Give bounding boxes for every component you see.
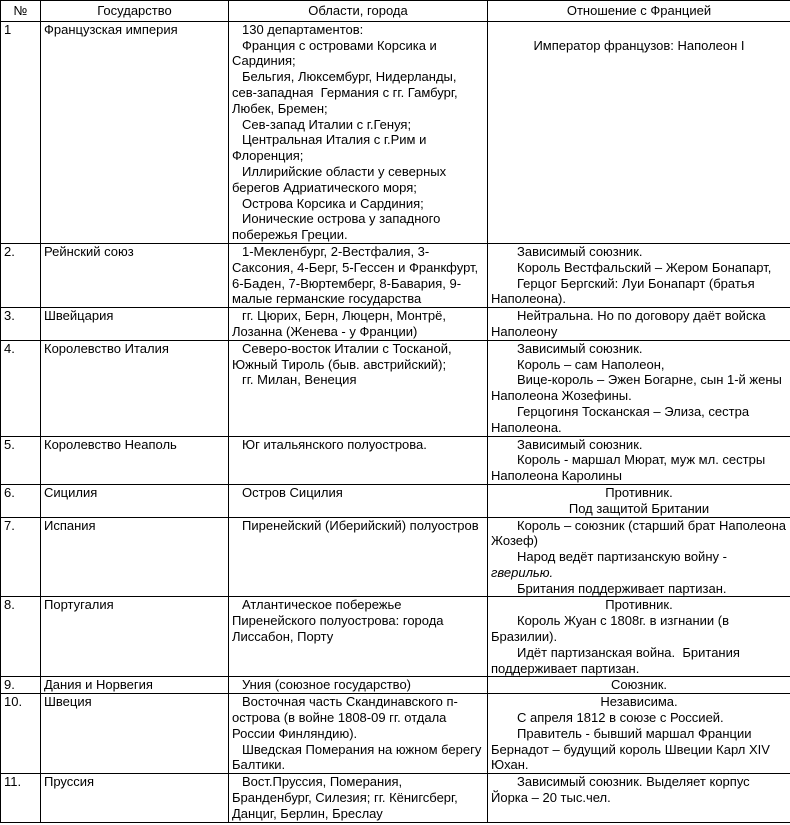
cell-paragraph: Иллирийские области у северных берегов Адриатического моря;	[232, 163, 450, 195]
cell-paragraph: 130 департаментов:	[242, 21, 364, 37]
cell-relation	[488, 436, 790, 484]
table-row	[1, 677, 790, 694]
cell-paragraph: Юг итальянского полуострова.	[242, 436, 427, 452]
cell-relation	[488, 517, 790, 597]
cell-paragraph: Нейтральна. Но по договору даёт войска Наполеону	[491, 308, 770, 339]
cell-paragraph: Атлантическое побережье Пиренейского полуострова: города Лиссабон, Порту	[232, 597, 448, 645]
cell-paragraph: 3.	[4, 308, 15, 324]
cell-number	[1, 774, 41, 822]
cell-paragraph: Противник.	[605, 597, 673, 613]
table-row	[1, 243, 790, 307]
header-number: №	[1, 1, 41, 22]
cell-paragraph: Король – союзник (старший брат Наполеона Жозеф)	[491, 517, 790, 549]
cell-paragraph: Шведская Померания на южном берегу Балтики.	[232, 741, 485, 773]
cell-paragraph: Король - маршал Мюрат, муж мл. сестры Наполеона Каролины	[491, 452, 769, 484]
cell-paragraph: Острова Корсика и Сардиния;	[242, 195, 424, 211]
cell-regions	[229, 243, 488, 307]
cell-paragraph: Зависимый союзник.	[517, 243, 643, 259]
table-body	[1, 21, 790, 822]
cell-state	[41, 774, 229, 822]
cell-relation	[488, 243, 790, 307]
cell-paragraph: Пиренейский (Иберийский) полуостров	[242, 517, 479, 533]
cell-paragraph	[491, 22, 787, 38]
cell-number	[1, 484, 41, 517]
cell-number	[1, 21, 41, 243]
cell-paragraph: С апреля 1812 в союзе с Россией.	[517, 710, 724, 726]
table-row	[1, 694, 790, 774]
cell-relation	[488, 694, 790, 774]
cell-paragraph: Ионические острова у западного побережья Греции.	[232, 211, 444, 243]
cell-paragraph: Идёт партизанская война. Британия поддерживает партизан.	[491, 644, 744, 676]
table-row	[1, 308, 790, 341]
cell-relation	[488, 21, 790, 243]
cell-paragraph: 6.	[4, 484, 15, 500]
text-run: Народ ведёт партизанскую войну -	[517, 549, 731, 565]
cell-state	[41, 436, 229, 484]
header-row	[1, 1, 790, 22]
cell-regions	[229, 484, 488, 517]
cell-paragraph: Швеция	[44, 694, 92, 710]
cell-paragraph: 5.	[4, 436, 15, 452]
cell-state	[41, 484, 229, 517]
table-row	[1, 484, 790, 517]
cell-paragraph: Королевство Италия	[44, 340, 169, 356]
cell-paragraph: Сев-запад Италии с г.Генуя;	[242, 116, 412, 132]
table-row	[1, 517, 790, 597]
cell-number	[1, 308, 41, 341]
cell-paragraph: Испания	[44, 517, 96, 533]
cell-paragraph: Швейцария	[44, 308, 114, 324]
cell-number	[1, 694, 41, 774]
cell-paragraph	[491, 549, 787, 581]
cell-paragraph: Герцогиня Тосканская – Элиза, сестра Наполеона.	[491, 403, 753, 435]
cell-regions	[229, 308, 488, 341]
table-row	[1, 436, 790, 484]
cell-paragraph: Король Жуан с 1808г. в изгнании (в Бразилии).	[491, 613, 733, 645]
cell-state	[41, 677, 229, 694]
cell-paragraph: Зависимый союзник.	[517, 340, 643, 356]
cell-relation	[488, 677, 790, 694]
cell-number	[1, 340, 41, 436]
cell-state	[41, 308, 229, 341]
italic-text: гверилью.	[491, 564, 554, 580]
cell-paragraph: Британия поддерживает партизан.	[517, 580, 727, 596]
cell-regions	[229, 677, 488, 694]
cell-paragraph: 2.	[4, 243, 15, 259]
cell-paragraph: Франция с островами Корсика и Сардиния;	[232, 37, 441, 69]
cell-state	[41, 597, 229, 677]
cell-paragraph: Король – сам Наполеон,	[517, 356, 665, 372]
cell-paragraph: Зависимый союзник.	[517, 436, 643, 452]
cell-paragraph: Независима.	[600, 694, 678, 710]
cell-paragraph: Уния (союзное государство)	[242, 677, 412, 693]
cell-state	[41, 21, 229, 243]
cell-paragraph: Французская империя	[44, 21, 178, 37]
cell-state	[41, 340, 229, 436]
cell-relation	[488, 308, 790, 341]
cell-paragraph: Бельгия, Люксембург, Нидерланды, сев-западная Германия с гг. Гамбург, Любек, Бремен;	[232, 69, 462, 116]
table-row	[1, 774, 790, 822]
cell-paragraph: 4.	[4, 340, 15, 356]
cell-paragraph: Герцог Бергский: Луи Бонапарт (братья Наполеона).	[491, 275, 759, 307]
cell-regions	[229, 21, 488, 243]
cell-paragraph: 1	[4, 21, 12, 37]
cell-paragraph: 8.	[4, 597, 15, 613]
cell-paragraph: Центральная Италия с г.Рим и Флоренция;	[232, 132, 430, 164]
cell-paragraph: Император французов: Наполеон I	[533, 37, 745, 53]
cell-paragraph: 1-Мекленбург, 2-Вестфалия, 3-Саксония, 4-Берг, 5-Гессен и Франкфурт, 6-Баден, 7-Вюртемберг, 8-Бавария, 9-малые германские государства	[232, 243, 482, 307]
table-row	[1, 597, 790, 677]
cell-relation	[488, 774, 790, 822]
cell-regions	[229, 340, 488, 436]
cell-paragraph: Рейнский союз	[44, 243, 134, 259]
cell-paragraph: Восточная часть Скандинавского п-острова (в войне 1808-09 гг. отдала России Финляндию).	[232, 694, 458, 741]
cell-regions	[229, 436, 488, 484]
cell-paragraph: Союзник.	[610, 677, 668, 693]
cell-number	[1, 677, 41, 694]
header-regions: Области, города	[229, 1, 488, 22]
cell-number	[1, 597, 41, 677]
cell-number	[1, 243, 41, 307]
cell-paragraph: Под защитой Британии	[568, 500, 710, 516]
cell-paragraph: 7.	[4, 517, 15, 533]
cell-relation	[488, 484, 790, 517]
cell-paragraph: Пруссия	[44, 774, 95, 790]
cell-paragraph: Дания и Норвегия	[44, 677, 153, 693]
cell-paragraph: Противник.	[605, 484, 673, 500]
table-row	[1, 340, 790, 436]
cell-state	[41, 517, 229, 597]
cell-paragraph: 9.	[4, 677, 15, 693]
cell-regions	[229, 774, 488, 822]
cell-paragraph: Вице-король – Эжен Богарне, сын 1-й жены Наполеона Жозефины.	[491, 372, 786, 404]
cell-paragraph: гг. Милан, Венеция	[242, 372, 357, 388]
cell-paragraph: гг. Цюрих, Берн, Люцерн, Монтрё, Лозанна (Женева - у Франции)	[232, 308, 450, 339]
cell-regions	[229, 517, 488, 597]
cell-number	[1, 436, 41, 484]
cell-number	[1, 517, 41, 597]
table-row	[1, 21, 790, 243]
cell-regions	[229, 597, 488, 677]
cell-paragraph: Зависимый союзник. Выделяет корпус Йорка – 20 тыс.чел.	[491, 774, 754, 806]
cell-relation	[488, 597, 790, 677]
cell-paragraph: Остров Сицилия	[242, 484, 343, 500]
cell-state	[41, 694, 229, 774]
cell-paragraph: Сицилия	[44, 484, 98, 500]
cell-paragraph: Вост.Пруссия, Померания, Бранденбург, Силезия; гг. Кёнигсберг, Данциг, Берлин, Бреслау	[232, 774, 462, 821]
cell-paragraph: Правитель - бывший маршал Франции Бернадот – будущий король Швеции Карл XIV Юхан.	[491, 725, 774, 773]
cell-paragraph: Португалия	[44, 597, 114, 613]
cell-paragraph: Королевство Неаполь	[44, 436, 177, 452]
header-state: Государство	[41, 1, 229, 22]
cell-state	[41, 243, 229, 307]
cell-paragraph: Король Вестфальский – Жером Бонапарт,	[517, 259, 772, 275]
cell-regions	[229, 694, 488, 774]
cell-paragraph: Северо-восток Италии с Тосканой, Южный Тироль (быв. австрийский);	[232, 340, 456, 372]
cell-relation	[488, 340, 790, 436]
cell-paragraph: 11.	[4, 774, 22, 790]
cell-paragraph: 10.	[4, 694, 23, 710]
header-relation: Отношение с Францией	[488, 1, 790, 22]
